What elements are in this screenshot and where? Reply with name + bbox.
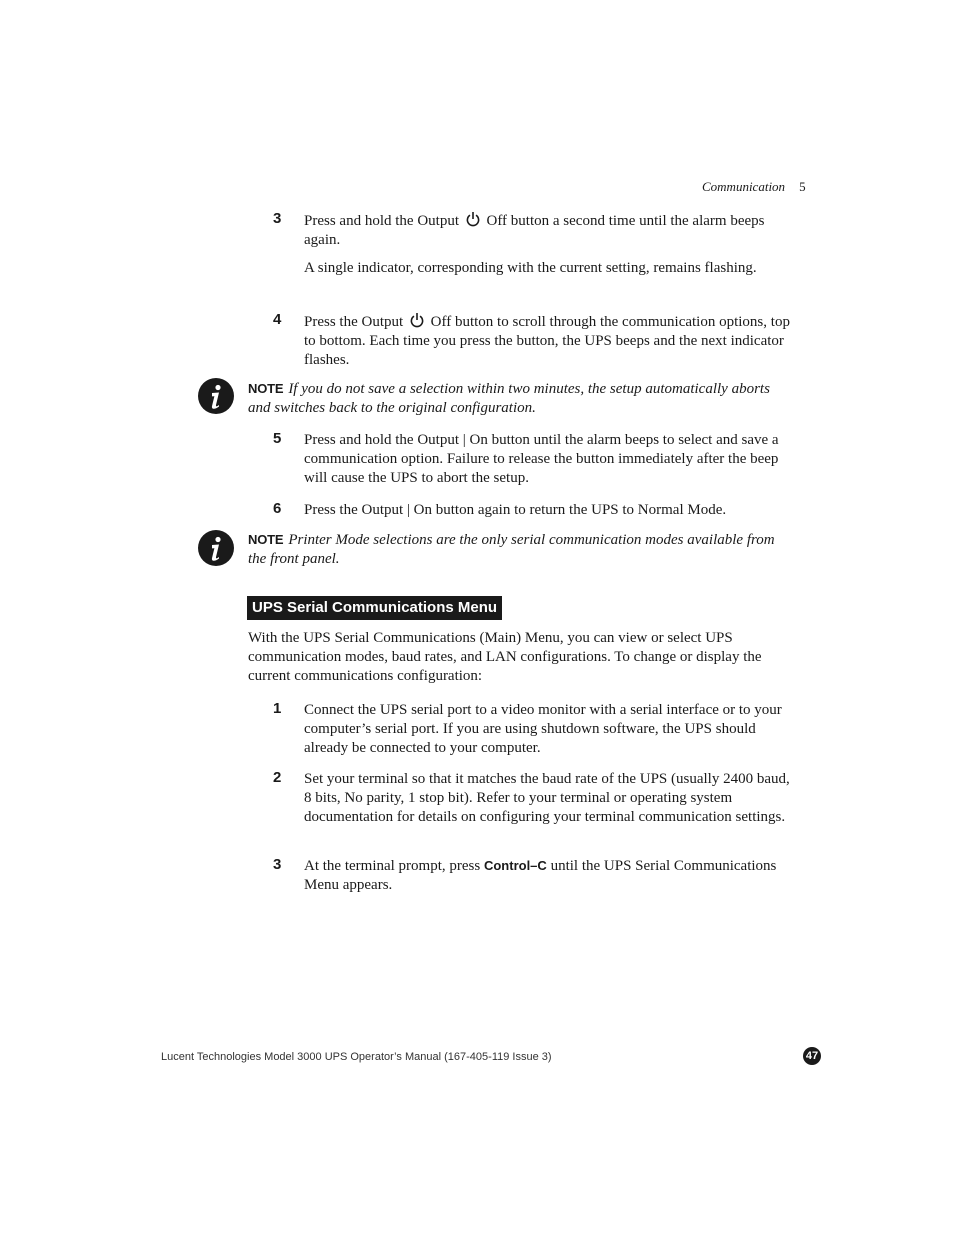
step-number: 6 <box>273 500 282 517</box>
note <box>248 531 793 568</box>
footer-text: Lucent Technologies Model 3000 UPS Operator’s Manual (167-405-119 Issue 3) <box>161 1051 552 1063</box>
section-heading: UPS Serial Communications Menu <box>247 596 502 620</box>
step-text: Press and hold the Output | On button until the alarm beeps to select and save a communication option. Failure to release the button immediately after the beep will cause the UPS to abort the setup. <box>304 432 779 486</box>
note-text: If you do not save a selection within two minutes, the setup automatically aborts and switches back to the original configuration. <box>248 381 770 416</box>
step-number: 1 <box>273 700 282 717</box>
step-text: Set your terminal so that it matches the baud rate of the UPS (usually 2400 baud, 8 bits, No parity, 1 stop bit). Refer to your terminal or operating system documentation for details on configuring your terminal communication settings. <box>304 771 790 825</box>
step-text: Press the Output Off button to scroll through the communication options, top to bottom. Each time you press the button, the UPS beeps and the next indicator flashes. <box>304 314 790 368</box>
step-number: 2 <box>273 769 282 786</box>
step-text: Connect the UPS serial port to a video monitor with a serial interface or to your computer’s serial port. If you are using shutdown software, the UPS should already be connected to your computer. <box>304 702 782 756</box>
step-text: At the terminal prompt, press Control–C until the UPS Serial Communications Menu appears. <box>304 858 777 893</box>
page-number-badge: 47 <box>803 1047 821 1065</box>
step-number: 4 <box>273 311 282 328</box>
section-intro: With the UPS Serial Communications (Main) Menu, you can view or select UPS communication modes, baud rates, and LAN configurations. To change or display the current communications configuration: <box>248 630 762 684</box>
power-icon <box>466 211 480 227</box>
info-icon <box>198 378 234 414</box>
note <box>248 380 793 417</box>
step-number: 3 <box>273 210 282 227</box>
step-text: Press the Output | On button again to return the UPS to Normal Mode. <box>304 502 727 518</box>
header-chapter: 5 <box>799 179 806 194</box>
step-number: 3 <box>273 856 282 873</box>
header-section: Communication <box>702 179 786 194</box>
note-text: Printer Mode selections are the only serial communication modes available from the front panel. <box>248 532 775 567</box>
step-followup: A single indicator, corresponding with the current setting, remains flashing. <box>304 260 757 276</box>
key-combo: Control–C <box>483 858 547 873</box>
power-icon <box>410 312 424 328</box>
step-number: 5 <box>273 430 282 447</box>
info-icon <box>198 530 234 566</box>
step-text: Press and hold the Output Off button a second time until the alarm beeps again. <box>304 213 765 248</box>
running-header <box>702 179 806 195</box>
note-label: NOTE <box>248 381 284 396</box>
note-label: NOTE <box>248 532 284 547</box>
